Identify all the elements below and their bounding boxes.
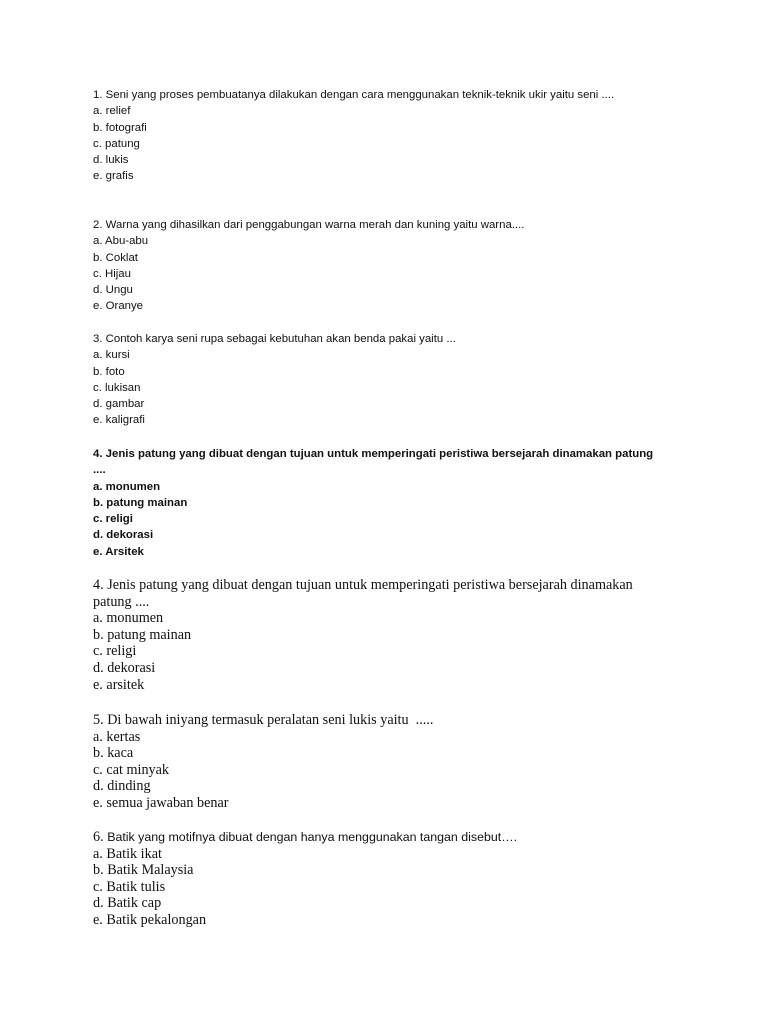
- option-d: d. dekorasi: [93, 659, 156, 676]
- question-text: 4. Jenis patung yang dibuat dengan tujuan untuk memperingati peristiwa bersejarah dinamakan patung ....: [93, 577, 633, 610]
- question-3: [93, 331, 683, 429]
- question-5: [93, 712, 683, 812]
- question-text: 3. Contoh karya seni rupa sebagai kebutuhan akan benda pakai yaitu ...: [93, 333, 456, 345]
- option-b: b. foto: [93, 365, 125, 378]
- option-c: c. lukisan: [93, 381, 141, 394]
- option-e: e. kaligrafi: [93, 414, 145, 427]
- question-1: [93, 87, 683, 185]
- option-b: b. fotografi: [93, 121, 147, 134]
- option-b: b. kaca: [93, 745, 134, 762]
- option-a: a. monumen: [93, 610, 164, 627]
- question-text: 1. Seni yang proses pembuatanya dilakukan dengan cara menggunakan teknik-teknik ukir yaitu seni ....: [93, 89, 615, 101]
- option-a: a. Batik ikat: [93, 845, 162, 862]
- option-e: e. Oranye: [93, 300, 144, 313]
- answer-options: [93, 103, 683, 184]
- question-text: 2. Warna yang dihasilkan dari penggabungan warna merah dan kuning yaitu warna....: [93, 219, 525, 231]
- option-c: c. cat minyak: [93, 761, 170, 778]
- answer-options: [93, 846, 683, 929]
- option-e: e. Batik pekalongan: [93, 911, 207, 928]
- option-c: c. Batik tulis: [93, 878, 166, 895]
- option-b: b. Coklat: [93, 251, 138, 264]
- question-line: [93, 829, 683, 846]
- question-text: Batik yang motifnya dibuat dengan hanya menggunakan tangan disebut….: [107, 830, 518, 844]
- option-d: d. lukis: [93, 154, 129, 167]
- option-c: c. Hijau: [93, 267, 131, 280]
- option-c: c. religi: [93, 643, 137, 660]
- option-d: d. Batik cap: [93, 895, 162, 912]
- option-e: e. grafis: [93, 170, 134, 183]
- question-text: 4. Jenis patung yang dibuat dengan tujuan untuk memperingati peristiwa bersejarah dinamakan patung ....: [93, 448, 654, 477]
- question-4-bold: [93, 446, 668, 560]
- option-e: e. Arsitek: [93, 545, 144, 558]
- answer-options: [93, 610, 633, 693]
- option-a: a. kertas: [93, 728, 141, 745]
- question-text: 5. Di bawah iniyang termasuk peralatan seni lukis yaitu .....: [93, 712, 434, 728]
- option-a: a. kursi: [93, 349, 130, 362]
- answer-options: [93, 729, 683, 812]
- option-d: d. Ungu: [93, 284, 133, 297]
- option-a: a. relief: [93, 105, 131, 118]
- option-a: a. monumen: [93, 480, 161, 493]
- question-6: [93, 829, 683, 929]
- option-d: d. dinding: [93, 778, 151, 795]
- option-c: c. patung: [93, 137, 140, 150]
- option-b: b. Batik Malaysia: [93, 862, 194, 879]
- option-b: b. patung mainan: [93, 496, 188, 509]
- option-a: a. Abu-abu: [93, 235, 149, 248]
- answer-options: [93, 233, 683, 314]
- option-e: e. semua jawaban benar: [93, 794, 229, 811]
- question-4-serif: [93, 577, 633, 693]
- option-c: c. religi: [93, 513, 133, 526]
- option-d: d. dekorasi: [93, 529, 154, 542]
- question-number: 6.: [93, 829, 104, 845]
- option-e: e. arsitek: [93, 676, 145, 693]
- option-d: d. gambar: [93, 398, 145, 411]
- option-b: b. patung mainan: [93, 626, 192, 643]
- question-2: [93, 217, 683, 315]
- answer-options: [93, 347, 683, 428]
- answer-options: [93, 479, 668, 560]
